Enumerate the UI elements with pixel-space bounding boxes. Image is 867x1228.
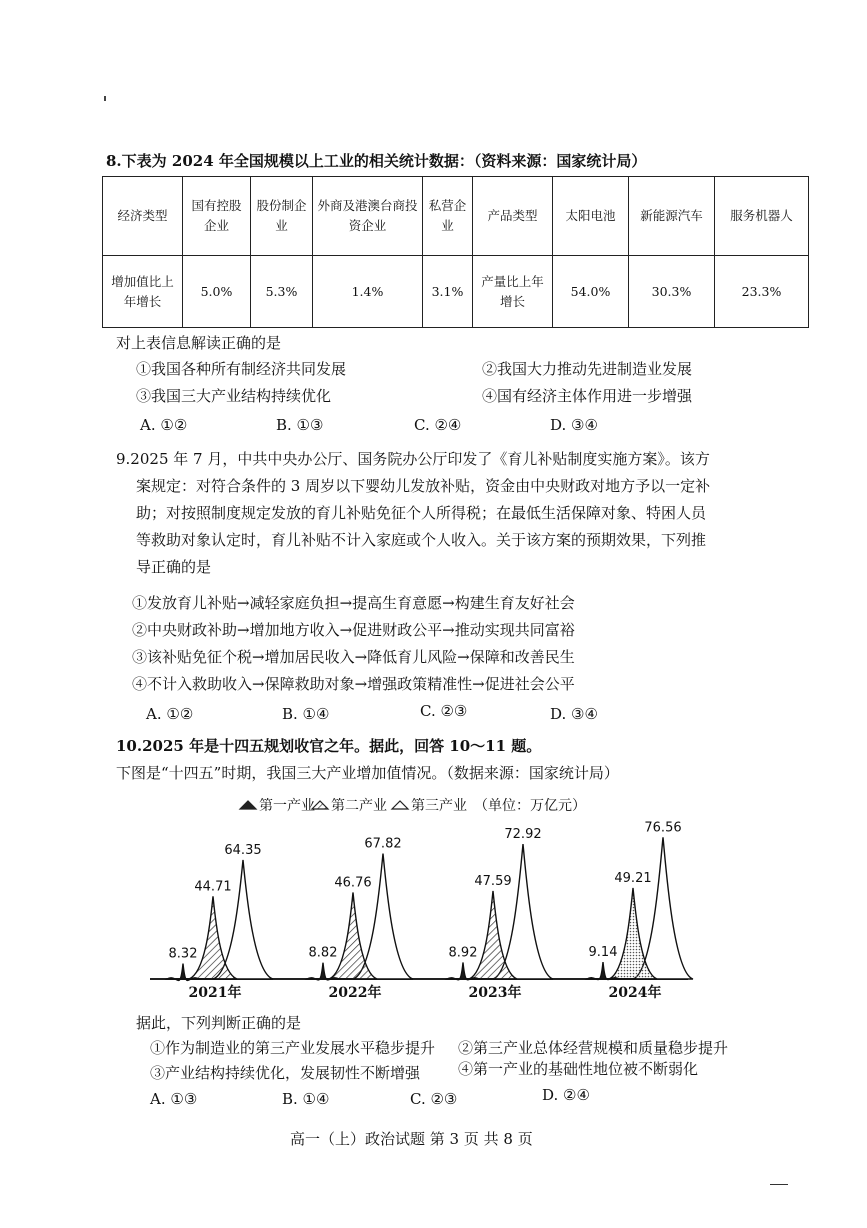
q9-statement-3: ③该补贴免征个税→增加居民收入→降低育儿风险→保障和改善民生 bbox=[132, 648, 575, 666]
q8-stats-table bbox=[102, 176, 809, 328]
data-label: 8.32 bbox=[168, 946, 198, 962]
table-cell: 经济类型 bbox=[103, 177, 183, 256]
data-label: 67.82 bbox=[364, 836, 402, 852]
table-row bbox=[103, 256, 809, 328]
series-peak bbox=[307, 963, 339, 980]
chart-plot bbox=[150, 820, 693, 1001]
q10-statement-2: ②第三产业总体经营规模和质量稳步提升 bbox=[458, 1039, 729, 1057]
table-cell: 54.0% bbox=[553, 256, 629, 328]
q9-line-2: 案规定：对符合条件的 3 周岁以下婴幼儿发放补贴，资金由中央财政对地方予以一定补 bbox=[136, 477, 711, 495]
q8-option-b[interactable]: B. ①③ bbox=[276, 416, 324, 434]
data-label: 76.56 bbox=[644, 820, 682, 836]
legend-swatch bbox=[240, 801, 256, 809]
q10-line-2: 下图是“十四五”时期，我国三大产业增加值情况。（数据来源：国家统计局） bbox=[116, 764, 619, 782]
data-label: 46.76 bbox=[334, 875, 372, 891]
table-cell: 国有控股企业 bbox=[183, 177, 251, 256]
q10-statement-1: ①作为制造业的第三产业发展水平稳步提升 bbox=[150, 1039, 436, 1057]
q10-line-1: 10.2025 年是十四五规划收官之年。据此，回答 10～11 题。 bbox=[116, 737, 542, 755]
legend-label: 第二产业 bbox=[331, 798, 387, 814]
table-cell: 产量比上年增长 bbox=[473, 256, 553, 328]
data-label: 72.92 bbox=[504, 827, 542, 843]
q10-statement-4: ④第一产业的基础性地位被不断弱化 bbox=[458, 1060, 699, 1078]
q8-option-a[interactable]: A. ①② bbox=[140, 416, 188, 434]
legend-swatch bbox=[392, 801, 408, 809]
industry-chart-svg bbox=[140, 795, 700, 1010]
legend-label: 第三产业 bbox=[411, 798, 467, 814]
data-label: 49.21 bbox=[614, 870, 652, 886]
data-label: 8.82 bbox=[308, 945, 338, 961]
category-label: 2021年 bbox=[188, 985, 242, 1001]
q8-statement-3: ③我国三大产业结构持续优化 bbox=[136, 387, 332, 405]
q8-statement-1: ①我国各种所有制经济共同发展 bbox=[136, 360, 347, 378]
data-label: 8.92 bbox=[448, 945, 478, 961]
q9-line-4: 等救助对象认定时，育儿补贴不计入家庭或个人收入。关于该方案的预期效果，下列推 bbox=[136, 531, 707, 549]
table-cell: 1.4% bbox=[313, 256, 423, 328]
q9-line-1: 9.2025 年 7 月，中共中央办公厅、国务院办公厅印发了《育儿补贴制度实施方案》。该方 bbox=[116, 450, 710, 468]
q9-line-3: 助；对按照制度规定发放的育儿补贴免征个人所得税；在最低生活保障对象、特困人员 bbox=[136, 504, 707, 522]
table-header-row bbox=[103, 177, 809, 256]
data-label: 47.59 bbox=[474, 873, 512, 889]
q9-line-5: 导正确的是 bbox=[136, 558, 212, 576]
q10-option-b[interactable]: B. ①④ bbox=[282, 1090, 330, 1108]
table-cell: 30.3% bbox=[629, 256, 715, 328]
data-label: 44.71 bbox=[194, 879, 232, 895]
data-label: 64.35 bbox=[224, 842, 262, 858]
category-label: 2022年 bbox=[328, 985, 382, 1001]
q9-option-c[interactable]: C. ②③ bbox=[420, 702, 468, 720]
q8-option-c[interactable]: C. ②④ bbox=[414, 416, 462, 434]
page-footer: 高一（上）政治试题 第 3 页 共 8 页 bbox=[290, 1130, 533, 1148]
table-cell: 服务机器人 bbox=[715, 177, 809, 256]
category-label: 2024年 bbox=[608, 985, 662, 1001]
legend-label: 第一产业 bbox=[259, 798, 315, 814]
q8-statement-2: ②我国大力推动先进制造业发展 bbox=[482, 360, 693, 378]
table-cell: 股份制企业 bbox=[251, 177, 313, 256]
q10-option-d[interactable]: D. ②④ bbox=[542, 1086, 590, 1104]
table-cell: 新能源汽车 bbox=[629, 177, 715, 256]
q8-stem: 对上表信息解读正确的是 bbox=[116, 334, 282, 352]
table-cell: 3.1% bbox=[423, 256, 473, 328]
q9-option-b[interactable]: B. ①④ bbox=[282, 705, 330, 723]
q9-option-d[interactable]: D. ③④ bbox=[550, 705, 598, 723]
table-cell: 增加值比上年增长 bbox=[103, 256, 183, 328]
q9-statement-1: ①发放育儿补贴→减轻家庭负担→提高生育意愿→构建生育友好社会 bbox=[132, 594, 575, 612]
q10-option-a[interactable]: A. ①③ bbox=[150, 1090, 198, 1108]
table-cell: 太阳电池 bbox=[553, 177, 629, 256]
series-peak bbox=[167, 964, 199, 981]
scan-speck bbox=[104, 96, 106, 101]
table-cell: 外商及港澳台商投资企业 bbox=[313, 177, 423, 256]
corner-dash bbox=[770, 1184, 788, 1185]
category-label: 2023年 bbox=[468, 985, 522, 1001]
table-cell: 5.3% bbox=[251, 256, 313, 328]
table-cell: 23.3% bbox=[715, 256, 809, 328]
q8-statement-4: ④国有经济主体作用进一步增强 bbox=[482, 387, 693, 405]
q8-option-d[interactable]: D. ③④ bbox=[550, 416, 598, 434]
q8-title: 8.下表为 2024 年全国规模以上工业的相关统计数据：（资料来源：国家统计局） bbox=[106, 152, 647, 170]
q9-option-a[interactable]: A. ①② bbox=[146, 705, 194, 723]
table-cell: 产品类型 bbox=[473, 177, 553, 256]
chart-legend bbox=[240, 797, 586, 814]
q9-statement-4: ④不计入救助收入→保障救助对象→增强政策精准性→促进社会公平 bbox=[132, 675, 575, 693]
table-cell: 私营企业 bbox=[423, 177, 473, 256]
q10-option-c[interactable]: C. ②③ bbox=[410, 1090, 458, 1108]
q10-statement-3: ③产业结构持续优化，发展韧性不断增强 bbox=[150, 1064, 421, 1082]
chart-unit: （单位：万亿元） bbox=[474, 798, 586, 814]
table-cell: 5.0% bbox=[183, 256, 251, 328]
q9-statement-2: ②中央财政补助→增加地方收入→促进财政公平→推动实现共同富裕 bbox=[132, 621, 575, 639]
data-label: 9.14 bbox=[588, 945, 618, 961]
industry-chart bbox=[140, 795, 700, 1010]
q10-stem: 据此，下列判断正确的是 bbox=[136, 1014, 302, 1032]
